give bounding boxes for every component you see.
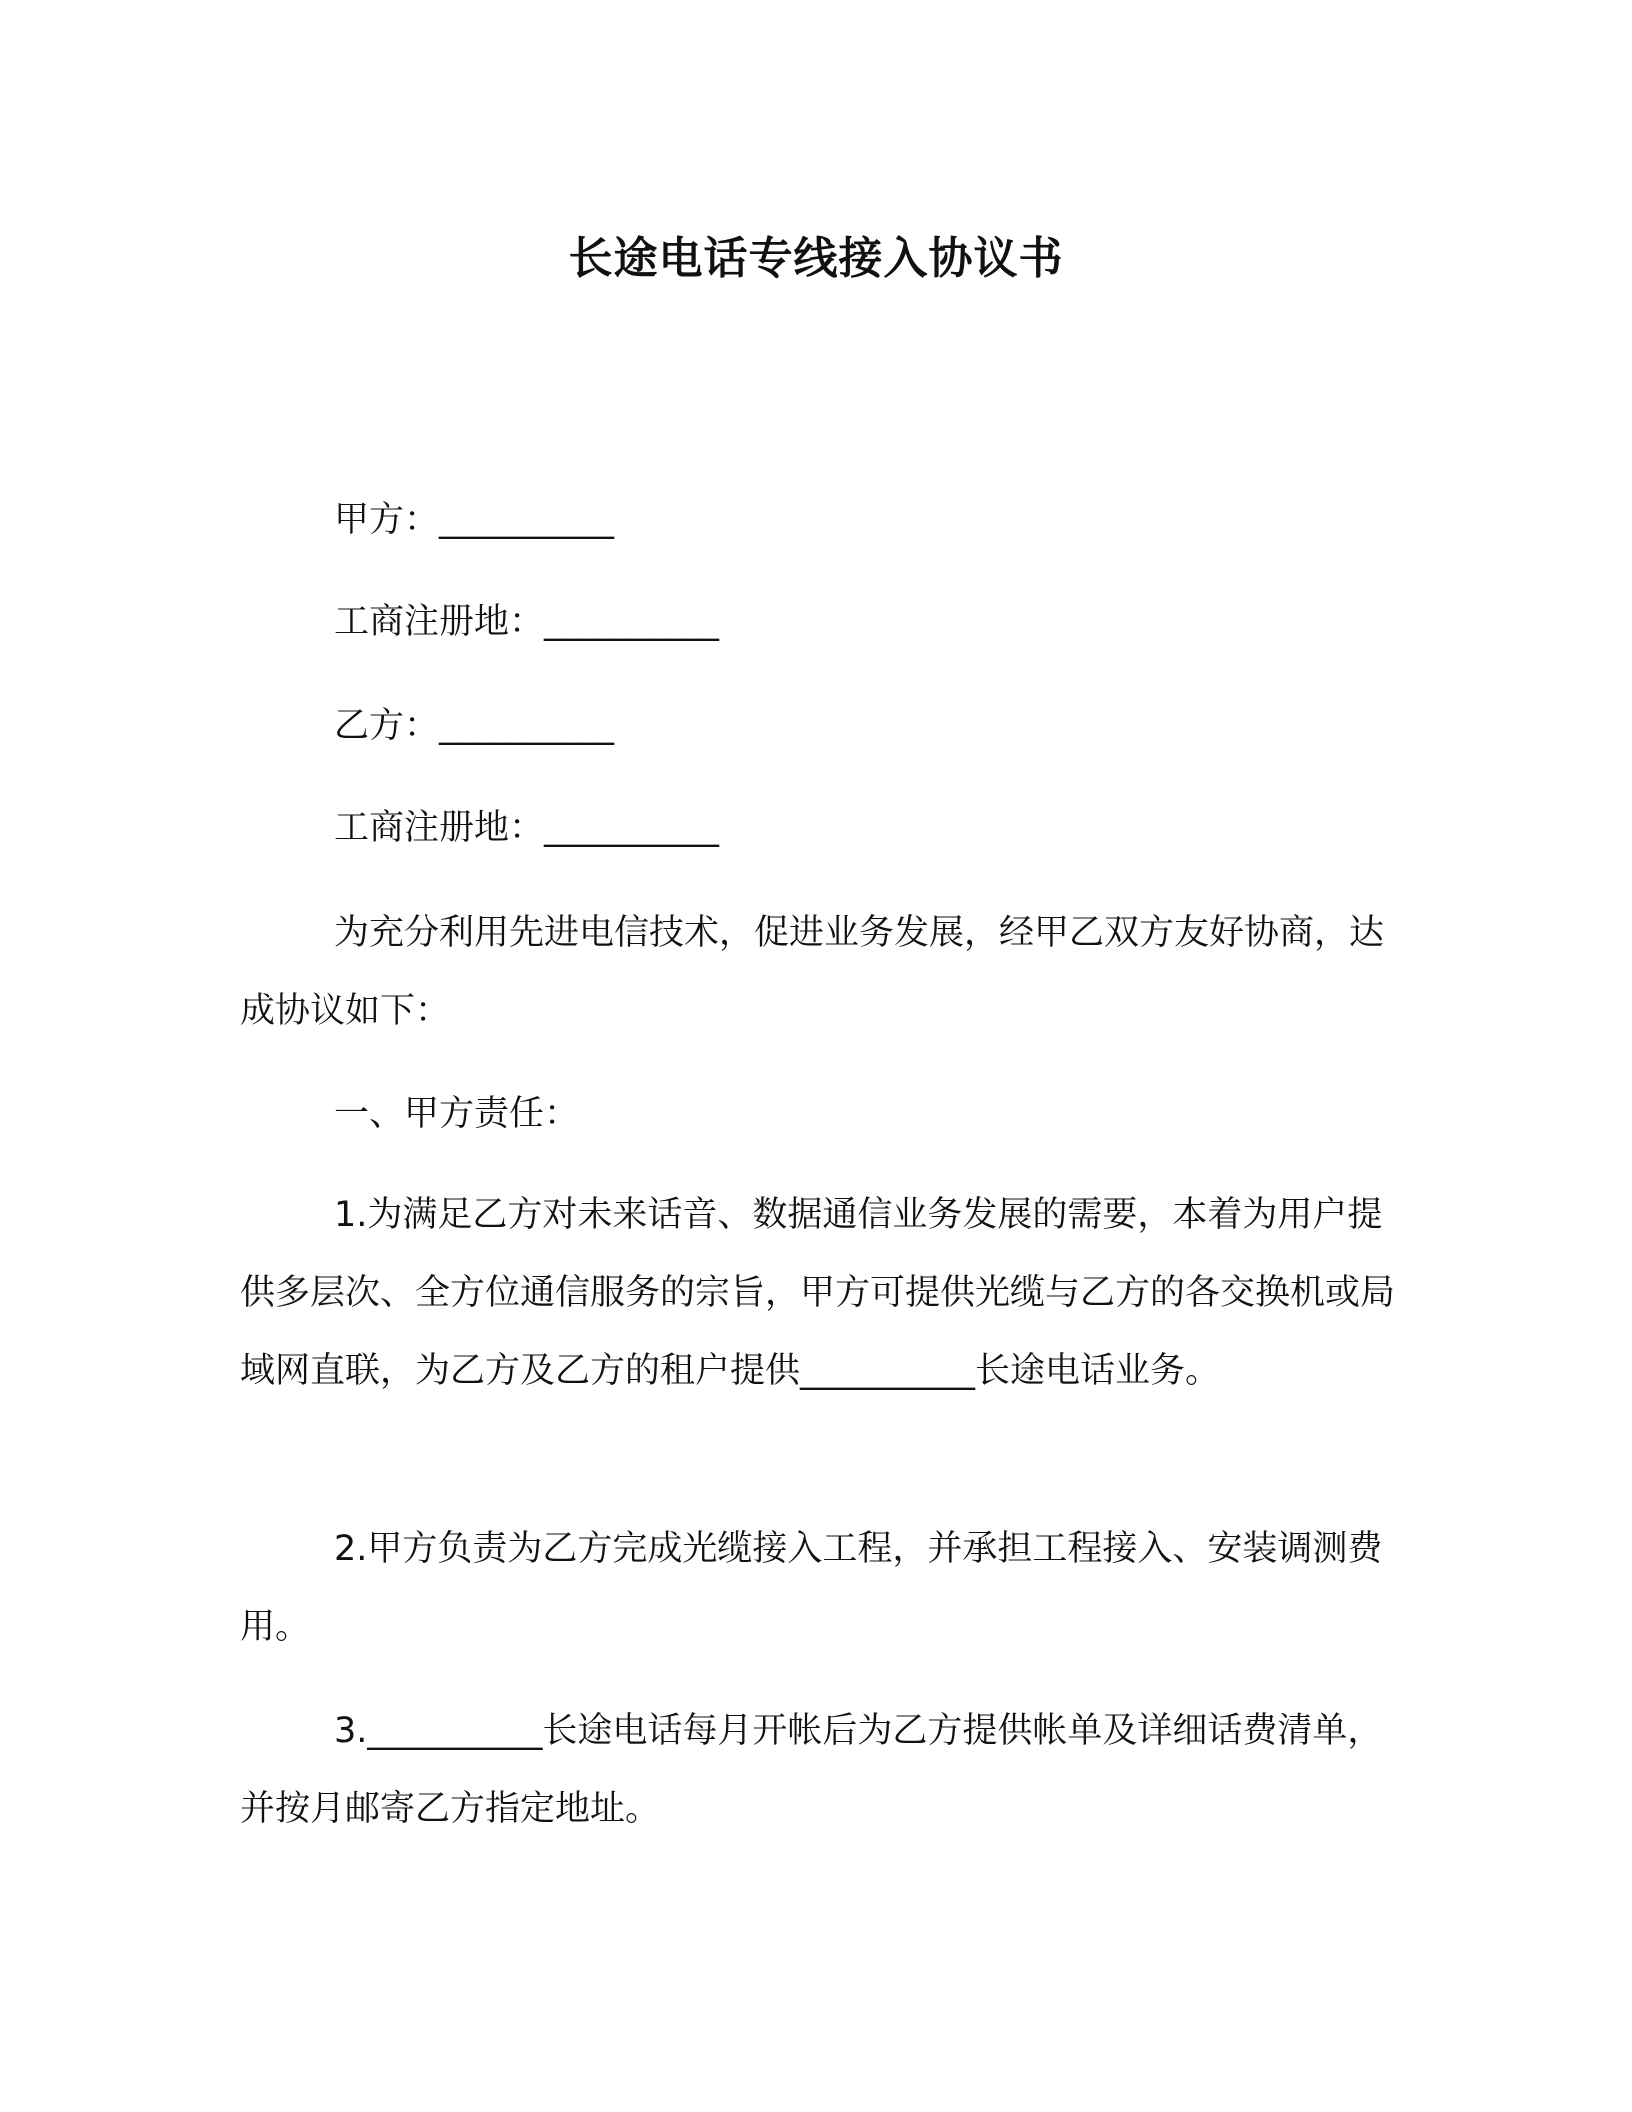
clause-1: 1.为满足乙方对未来话音、数据通信业务发展的需要，本着为用户提供多层次、全方位通信服务的宗旨，甲方可提供光缆与乙方的各交换机或局域网直联，为乙方及乙方的租户提供__________长途电话业务。 — [240, 1195, 1396, 1391]
party-b-address-field: 工商注册地：__________ — [334, 808, 720, 848]
intro-paragraph: 为充分利用先进电信技术，促进业务发展，经甲乙双方友好协商，达成协议如下： — [240, 913, 1385, 1031]
document-title: 长途电话专线接入协议书 — [568, 233, 1064, 284]
party-a-field: 甲方：__________ — [334, 500, 615, 540]
clause-3: 3.__________长途电话每月开帐后为乙方提供帐单及详细话费清单，并按月邮寄乙方指定地址。 — [240, 1711, 1383, 1829]
section-heading-party-a-responsibilities: 一、甲方责任： — [334, 1094, 580, 1134]
party-a-address-field: 工商注册地：__________ — [334, 602, 720, 642]
party-b-field: 乙方：__________ — [334, 706, 615, 746]
clause-2: 2.甲方负责为乙方完成光缆接入工程，并承担工程接入、安装调测费用。 — [240, 1529, 1383, 1647]
